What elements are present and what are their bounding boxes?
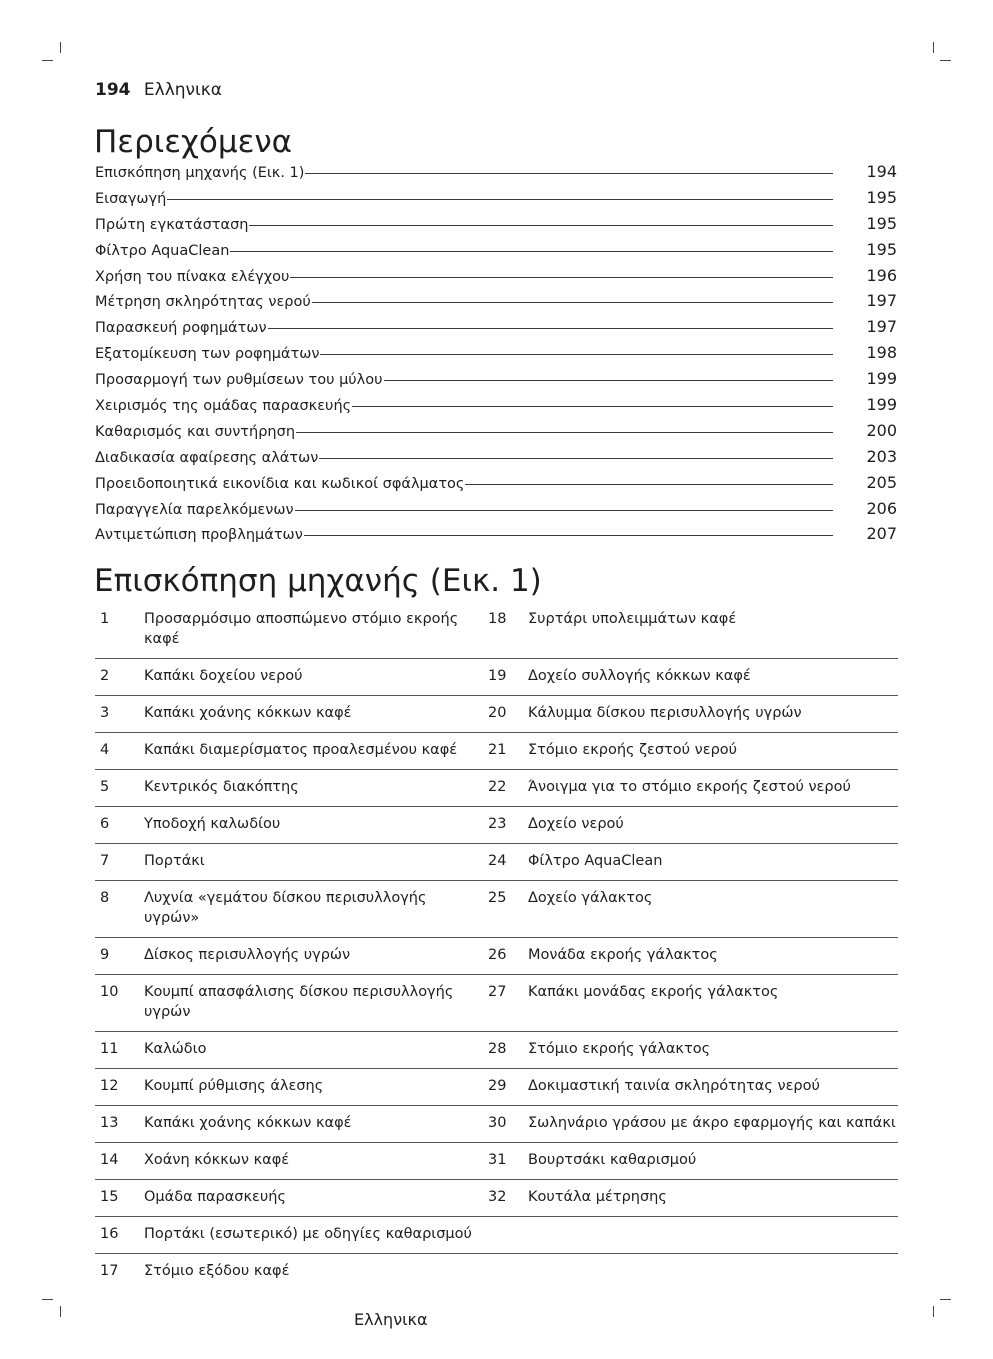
part-number: 3 [100, 705, 110, 721]
toc-entry[interactable] [95, 421, 897, 447]
toc-entry-page: 195 [866, 187, 897, 207]
toc-entry[interactable] [95, 395, 897, 421]
table-row [95, 844, 898, 881]
toc-leader-line [312, 302, 833, 303]
part-number: 21 [488, 742, 507, 758]
toc-entry[interactable] [95, 447, 897, 473]
part-description: Φίλτρο AquaClean [528, 853, 663, 869]
table-row [95, 881, 898, 938]
toc-entry-label: Προσαρμογή των ρυθμίσεων του μύλου [95, 372, 383, 389]
part-number: 29 [488, 1078, 507, 1094]
toc-entry-label: Μέτρηση σκληρότητας νερού [95, 294, 311, 311]
table-row [95, 659, 898, 696]
part-number: 19 [488, 668, 507, 684]
part-description: Χοάνη κόκκων καφέ [144, 1152, 290, 1168]
part-description: Δοχείο συλλογής κόκκων καφέ [528, 668, 751, 684]
toc-entry-label: Εισαγωγή [95, 190, 167, 207]
part-number: 15 [100, 1189, 119, 1205]
toc-leader-line [465, 484, 833, 485]
toc-leader-line [319, 458, 833, 459]
table-row [95, 975, 898, 1032]
header-language: Ελληνικα [143, 80, 223, 100]
part-number: 30 [488, 1115, 507, 1131]
table-row [95, 733, 898, 770]
part-description: Υποδοχή καλωδίου [144, 816, 281, 832]
toc-entry[interactable] [95, 499, 897, 525]
part-number: 4 [100, 742, 110, 758]
toc-entry-label: Πρώτη εγκατάσταση [95, 216, 249, 233]
part-description: Δοκιμαστική ταινία σκληρότητας νερού [528, 1078, 820, 1094]
toc-entry[interactable] [95, 291, 897, 317]
page-number: 194 [95, 80, 131, 100]
part-number: 6 [100, 816, 110, 832]
part-description: Κουτάλα μέτρησης [528, 1189, 667, 1205]
toc-leader-line [384, 380, 833, 381]
part-number: 12 [100, 1078, 119, 1094]
parts-table [95, 602, 898, 1290]
table-row [95, 1069, 898, 1106]
part-description: Σωληνάριο γράσου με άκρο εφαρμογής και καπάκι [528, 1115, 896, 1131]
toc-entry[interactable] [95, 188, 897, 214]
table-row [95, 602, 898, 659]
part-description: Κουμπί ρύθμισης άλεσης [144, 1078, 324, 1094]
part-number [488, 1254, 528, 1291]
toc-entry-page: 205 [866, 472, 897, 492]
part-number: 1 [100, 611, 110, 627]
table-row [95, 1217, 898, 1254]
table-of-contents [95, 162, 897, 550]
table-row [95, 1143, 898, 1180]
toc-entry-page: 198 [866, 343, 897, 363]
part-description: Στόμιο εξόδου καφέ [144, 1263, 290, 1279]
part-number: 2 [100, 668, 110, 684]
toc-leader-line [320, 354, 833, 355]
toc-title: Περιεχόμενα [94, 124, 293, 160]
toc-entry-page: 207 [866, 524, 897, 544]
part-number: 24 [488, 853, 507, 869]
part-description: Καπάκι χοάνης κόκκων καφέ [144, 1115, 352, 1131]
part-number: 31 [488, 1152, 507, 1168]
toc-entry-label: Παρασκευή ροφημάτων [95, 320, 267, 337]
table-row [95, 770, 898, 807]
toc-leader-line [290, 277, 833, 278]
table-row [95, 696, 898, 733]
footer-language: Ελληνικα [354, 1310, 428, 1329]
toc-leader-line [295, 510, 833, 511]
toc-leader-line [249, 225, 833, 226]
part-description [528, 1254, 898, 1291]
toc-leader-line [352, 406, 833, 407]
part-number [488, 1217, 528, 1254]
part-description: Πορτάκι [144, 853, 205, 869]
part-description: Δοχείο γάλακτος [528, 890, 653, 906]
toc-entry-page: 194 [866, 162, 897, 181]
part-number: 11 [100, 1041, 119, 1057]
toc-leader-line [304, 535, 833, 536]
part-description: Κάλυμμα δίσκου περισυλλογής υγρών [528, 705, 802, 721]
part-description: Κουμπί απασφάλισης δίσκου περισυλλογής υγρών [144, 984, 454, 1020]
toc-leader-line [296, 432, 833, 433]
toc-entry[interactable] [95, 343, 897, 369]
toc-entry-label: Διαδικασία αφαίρεσης αλάτων [95, 449, 319, 466]
table-row [95, 1032, 898, 1069]
toc-entry-label: Χειρισμός της ομάδας παρασκευής [95, 398, 352, 415]
part-description: Καπάκι διαμερίσματος προαλεσμένου καφέ [144, 742, 458, 758]
crop-mark [933, 42, 934, 53]
toc-entry-label: Παραγγελία παρελκόμενων [95, 501, 294, 518]
toc-entry-page: 199 [866, 369, 897, 389]
toc-entry-label: Εξατομίκευση των ροφημάτων [95, 346, 320, 363]
part-number: 23 [488, 816, 507, 832]
table-row [95, 807, 898, 844]
part-number: 27 [488, 984, 507, 1000]
part-description: Λυχνία «γεμάτου δίσκου περισυλλογής υγρών» [144, 890, 427, 926]
part-description: Καπάκι μονάδας εκροής γάλακτος [528, 984, 779, 1000]
part-number: 7 [100, 853, 110, 869]
part-description: Καπάκι χοάνης κόκκων καφέ [144, 705, 352, 721]
overview-title: Επισκόπηση μηχανής (Εικ. 1) [94, 563, 542, 599]
crop-mark [42, 60, 53, 61]
table-row [95, 938, 898, 975]
part-description: Συρτάρι υπολειμμάτων καφέ [528, 611, 737, 627]
table-row [95, 1180, 898, 1217]
part-number: 32 [488, 1189, 507, 1205]
toc-entry-page: 195 [866, 213, 897, 233]
part-description: Δοχείο νερού [528, 816, 624, 832]
part-description [528, 1217, 898, 1254]
part-description: Άνοιγμα για το στόμιο εκροής ζεστού νερού [528, 779, 851, 795]
part-number: 5 [100, 779, 110, 795]
toc-entry[interactable] [95, 240, 897, 266]
part-description: Δίσκος περισυλλογής υγρών [144, 947, 351, 963]
part-description: Ομάδα παρασκευής [144, 1189, 286, 1205]
part-number: 28 [488, 1041, 507, 1057]
toc-entry-page: 200 [866, 420, 897, 440]
toc-leader-line [305, 173, 833, 174]
toc-entry-page: 195 [866, 239, 897, 259]
part-number: 26 [488, 947, 507, 963]
toc-leader-line [167, 199, 833, 200]
toc-entry[interactable] [95, 266, 897, 292]
part-description: Στόμιο εκροής ζεστού νερού [528, 742, 738, 758]
toc-entry[interactable] [95, 473, 897, 499]
crop-mark [60, 1306, 61, 1317]
toc-entry-label: Φίλτρο AquaClean [95, 242, 230, 259]
part-number: 8 [100, 890, 110, 906]
page-header [95, 80, 222, 100]
toc-entry[interactable] [95, 214, 897, 240]
toc-entry-label: Χρήση του πίνακα ελέγχου [95, 268, 290, 285]
part-number: 22 [488, 779, 507, 795]
toc-leader-line [230, 251, 833, 252]
toc-entry-page: 199 [866, 395, 897, 415]
part-description: Προσαρμόσιμο αποσπώμενο στόμιο εκροής καφέ [144, 611, 459, 647]
toc-entry[interactable] [95, 162, 897, 188]
table-row [95, 1106, 898, 1143]
crop-mark [940, 1299, 951, 1300]
part-description: Πορτάκι (εσωτερικό) με οδηγίες καθαρισμού [144, 1226, 472, 1242]
part-number: 20 [488, 705, 507, 721]
part-number: 25 [488, 890, 507, 906]
toc-entry[interactable] [95, 369, 897, 395]
part-number: 14 [100, 1152, 119, 1168]
crop-mark [60, 42, 61, 53]
toc-entry-label: Αντιμετώπιση προβλημάτων [95, 527, 303, 544]
toc-entry-page: 206 [866, 498, 897, 518]
part-number: 9 [100, 947, 110, 963]
toc-leader-line [268, 328, 833, 329]
table-row [95, 1254, 898, 1291]
part-description: Μονάδα εκροής γάλακτος [528, 947, 718, 963]
part-description: Κεντρικός διακόπτης [144, 779, 299, 795]
part-number: 16 [100, 1226, 119, 1242]
crop-mark [940, 60, 951, 61]
part-number: 18 [488, 611, 507, 627]
part-description: Καλώδιο [144, 1041, 207, 1057]
toc-entry[interactable] [95, 317, 897, 343]
crop-mark [42, 1299, 53, 1300]
crop-mark [933, 1306, 934, 1317]
part-description: Βουρτσάκι καθαρισμού [528, 1152, 697, 1168]
part-description: Στόμιο εκροής γάλακτος [528, 1041, 711, 1057]
toc-entry-page: 197 [866, 291, 897, 311]
part-number: 17 [100, 1263, 119, 1279]
toc-entry[interactable] [95, 524, 897, 550]
toc-entry-label: Καθαρισμός και συντήρηση [95, 423, 296, 440]
toc-entry-page: 197 [866, 317, 897, 337]
toc-entry-label: Προειδοποιητικά εικονίδια και κωδικοί σφάλματος [95, 475, 465, 492]
toc-entry-page: 203 [866, 446, 897, 466]
part-number: 13 [100, 1115, 119, 1131]
toc-entry-page: 196 [866, 265, 897, 285]
part-number: 10 [100, 984, 119, 1000]
toc-entry-label: Επισκόπηση μηχανής (Εικ. 1) [95, 165, 305, 181]
part-description: Καπάκι δοχείου νερού [144, 668, 303, 684]
